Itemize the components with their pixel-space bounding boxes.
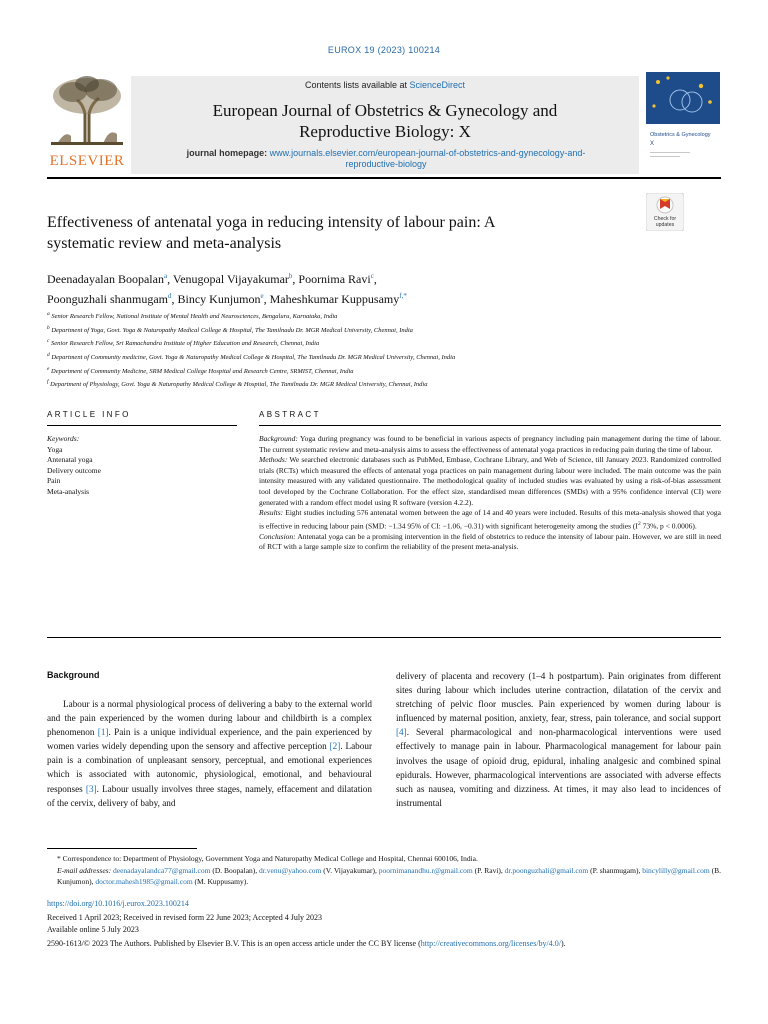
- journal-title-line2: Reproductive Biology: X: [299, 122, 471, 141]
- affiliation-text: Department of Community medicine, Govt. Yoga & Naturopathy Medical College & Hospital, The Tamilnadu Dr. MGR Medical University, Chennai, India: [49, 354, 456, 362]
- author-affiliation-mark[interactable]: d: [167, 292, 172, 300]
- check-for-updates-badge[interactable]: [646, 193, 684, 231]
- body-column-right: [396, 669, 721, 810]
- keyword-item: Pain: [47, 476, 61, 485]
- abstract-rule: [259, 425, 721, 426]
- abstract-conclusion: [259, 532, 721, 553]
- abstract-results-tail: 73%, p < 0.0006).: [640, 521, 697, 531]
- email-owner: (M. Kuppusamy).: [192, 877, 249, 886]
- journal-title: [131, 100, 639, 142]
- contents-line: [131, 80, 639, 90]
- keywords-label: Keywords:: [47, 434, 80, 443]
- affiliations: [47, 309, 727, 391]
- affiliation-item: [47, 323, 727, 337]
- citation-link[interactable]: [3]: [85, 783, 97, 794]
- author-affiliation-mark[interactable]: a: [163, 272, 168, 280]
- affiliation-text: Department of Yoga, Govt. Yoga & Naturopathy Medical College & Hospital, The Tamilnadu Dr. MGR Medical University, Chennai, India: [49, 326, 413, 334]
- abstract-results: [259, 508, 721, 532]
- journal-cover[interactable]: [646, 72, 720, 170]
- homepage-link-cont[interactable]: reproductive-biology: [345, 159, 427, 169]
- sciencedirect-link[interactable]: ScienceDirect: [409, 80, 466, 90]
- keyword-item: Meta-analysis: [47, 486, 90, 496]
- keywords-list: [47, 445, 227, 498]
- affiliation-item: [47, 336, 727, 350]
- authors-line2: [47, 288, 647, 308]
- correspondence-footnote: [47, 853, 721, 888]
- email-link[interactable]: deenadayalandca77@gmail.com: [112, 865, 211, 875]
- check-updates-line1: Check for: [653, 216, 677, 222]
- email-owner: (P. Ravi),: [472, 865, 505, 875]
- abstract-background: [259, 434, 721, 455]
- email-addresses: [47, 865, 721, 888]
- author-name[interactable]: Bincy Kunjumon: [177, 292, 261, 306]
- footnote-rule: [47, 848, 197, 849]
- license-link[interactable]: http://creativecommons.org/licenses/by/4.0/: [420, 939, 562, 948]
- affiliation-text: Department of Community Medicine, SRM Medical College Hospital and Research Centre, SRMIST, Chennai, India: [49, 367, 354, 375]
- elsevier-logo[interactable]: [47, 74, 127, 170]
- citation-link[interactable]: [4]: [396, 727, 407, 738]
- article-info-rule: [47, 425, 237, 426]
- journal-title-line1: European Journal of Obstetrics & Gynecology and: [212, 101, 558, 120]
- abstract-background-label: Background:: [259, 434, 298, 443]
- body-column-left: [47, 697, 372, 810]
- abstract-methods-body: We searched electronic databases such as PubMed, Embase, Cochrane Library, and Web of Science, till January 2023. Randomized controlled trials (RCTs) which measured the effects of antenatal yoga practices on pain management during labour were included. The main outcome was the pain intensity measured with any validated questionnaire. The methodological quality of included studies was evaluated by using a risk-of-bias assessment tool developed by the Cochrane Collaboration. For the effect size, standardised mean differences (SMDs) with a 95% confidence interval (CI) were generated with a random effect model using R software (version 4.2.2).: [259, 455, 721, 507]
- affiliation-mark: d: [47, 351, 50, 358]
- affiliation-item: [47, 377, 727, 391]
- running-head[interactable]: EUROX 19 (2023) 100214: [327, 45, 441, 55]
- affiliation-mark: c: [47, 338, 50, 345]
- doi-link[interactable]: https://doi.org/10.1016/j.eurox.2023.100214: [47, 899, 189, 908]
- body-text: . Labour pain is a combination of unpleasant sensory, perceptual, and emotional experiences which is associated with autonomic, physiological, emotional, and behavioural responses: [47, 741, 373, 794]
- email-link[interactable]: bincylilly@gmail.com: [642, 865, 710, 875]
- affiliation-mark: b: [47, 324, 50, 331]
- affiliation-mark: f: [47, 379, 49, 386]
- received-dates: Received 1 April 2023; Received in revised form 22 June 2023; Accepted 4 July 2023: [47, 913, 323, 922]
- keywords-block: [47, 434, 227, 497]
- journal-homepage: [141, 148, 631, 170]
- body-text: . Labour usually involves three stages, namely, effacement and dilatation of the cervix, delivery of baby, and: [47, 783, 372, 808]
- header-rule: [47, 177, 721, 179]
- author-separator: ,: [292, 272, 299, 286]
- affiliation-item: [47, 364, 727, 378]
- article-title: [47, 212, 627, 254]
- license-text: 2590-1613/© 2023 The Authors. Published by Elsevier B.V. This is an open access article under the CC BY license (: [47, 939, 421, 948]
- abstract-results-body: Eight studies including 576 antenatal women between the age of 14 and 40 years were included. Results of this meta-analysis showed that yoga is effective in reducing labour pain (SMD: −1.34 95% of CI: −1.06, −0.31) with significant heterogeneity among the studies (I: [259, 508, 721, 531]
- body-text: delivery of placenta and recovery (1–4 h postpartum). Pain originates from different sites during labour which includes uterine contraction, dilatation of the cervix and stretching of pelvic floor muscles. Pain experienced by women during labour is influenced by maternal position, anxiety, fear, stress, pain tolerance, and social support: [396, 671, 721, 724]
- email-owner: (P. shanmugam),: [588, 865, 643, 875]
- author-list: [47, 268, 647, 308]
- authors-line1: [47, 268, 647, 288]
- background-heading: Background: [47, 670, 100, 680]
- author-name[interactable]: Maheshkumar Kuppusamy: [269, 292, 400, 306]
- email-link[interactable]: dr.venu@yahoo.com: [259, 865, 322, 875]
- abstract-text: [259, 434, 721, 553]
- email-label: E-mail addresses:: [57, 865, 113, 875]
- author-name[interactable]: Venugopal Vijayakumar: [172, 272, 289, 286]
- homepage-label: journal homepage:: [186, 148, 270, 158]
- available-online: Available online 5 July 2023: [47, 924, 139, 934]
- affiliation-item: [47, 309, 727, 323]
- affiliation-text: Senior Research Fellow, Sri Ramachandra Institute of Higher Education and Research, Chennai, India: [49, 340, 320, 348]
- affiliation-item: [47, 350, 727, 364]
- abstract-results-sup: 2: [637, 520, 641, 527]
- author-separator: ,: [171, 292, 178, 306]
- abstract-background-body: Yoga during pregnancy was found to be beneficial in various aspects of pregnancy including pain management during the time of labour. The current systematic review and meta-analysis aims to assess the effectiveness of antenatal yoga practices in reducing pain during the time of labour.: [259, 434, 721, 454]
- cover-title: Obstetrics & Gynecology: [650, 132, 711, 138]
- check-updates-line2: updates: [655, 222, 675, 228]
- author-name[interactable]: Poonguzhali shanmugam: [47, 292, 168, 306]
- abstract-methods-label: Methods:: [259, 455, 288, 465]
- abstract-conclusion-label: Conclusion:: [259, 531, 296, 541]
- article-title-line1: Effectiveness of antenatal yoga in reducing intensity of labour pain: A: [47, 214, 496, 231]
- body-text: . Several pharmacological and non-pharmacological interventions were used effectively to manage pain in labour. Pharmacological management for labour pain involves the usage of opioid drug, epidural, inhaling analgesic and combined spinal epidurals. However, pharmacological interventions are associated with adverse effects such as nausea, vomiting and dizziness. At times, it may also lead to incidences of instrumental: [396, 727, 721, 808]
- author-affiliation-mark[interactable]: e: [260, 292, 264, 300]
- license-line: [47, 938, 721, 950]
- body-text: . Pain is a unique individual experience, and the pain experienced by women varies widely depending upon the sensory and affective perception: [47, 727, 372, 752]
- author-affiliation-mark[interactable]: f,*: [399, 292, 407, 300]
- author-name[interactable]: Poornima Ravi: [298, 272, 371, 286]
- elsevier-tree-icon: [47, 74, 127, 146]
- article-info-heading: ARTICLE INFO: [47, 410, 131, 419]
- email-link[interactable]: poornimanandhu.r@gmail.com: [378, 865, 473, 875]
- email-owner: (B. Kunjumon),: [57, 865, 722, 886]
- abstract-conclusion-body: Antenatal yoga can be a promising intervention in the field of obstetrics to reduce the intensity of labour pain. However, we are still in need of RCT with a large sample size to confirm the reliability of the present meta-analysis.: [259, 531, 721, 552]
- email-link[interactable]: dr.poonguzhali@gmail.com: [504, 865, 589, 875]
- author-separator: ,: [167, 272, 173, 286]
- author-separator: ,: [263, 292, 270, 306]
- author-separator: ,: [373, 272, 377, 286]
- check-updates-icon: [646, 193, 684, 231]
- abstract-end-rule: [47, 637, 721, 638]
- article-title-line2: systematic review and meta-analysis: [47, 235, 282, 252]
- abstract-methods: [259, 455, 721, 508]
- author-affiliation-mark[interactable]: c: [370, 272, 374, 280]
- license-suffix: ).: [561, 939, 566, 948]
- citation-link[interactable]: [1]: [97, 727, 109, 738]
- cover-subtitle: X: [650, 141, 655, 147]
- publisher-name: ELSEVIER: [49, 153, 125, 169]
- email-owner: (D. Boopalan),: [210, 865, 260, 875]
- journal-cover-image-icon: [646, 72, 720, 170]
- author-name[interactable]: Deenadayalan Boopalan: [47, 272, 164, 286]
- correspondence-line: * Correspondence to: Department of Physiology, Government Yoga and Naturopathy Medical College and Hospital, Chennai 600106, India.: [57, 854, 478, 863]
- affiliation-mark: e: [47, 365, 50, 372]
- abstract-heading: ABSTRACT: [259, 410, 321, 419]
- citation-link[interactable]: [2]: [329, 741, 341, 752]
- author-affiliation-mark[interactable]: b: [288, 272, 293, 280]
- keyword-item: Antenatal yoga: [47, 455, 93, 464]
- affiliation-text: Department of Physiology, Govt. Yoga & Naturopathy Medical College & Hospital, The Tamilnadu Dr. MGR Medical University, Chennai, India: [48, 381, 428, 389]
- abstract-results-label: Results:: [259, 508, 284, 518]
- affiliation-mark: a: [47, 311, 50, 317]
- email-link[interactable]: doctor.mahesh1985@gmail.com: [95, 877, 193, 886]
- keyword-item: Delivery outcome: [47, 465, 101, 475]
- email-owner: (V. Vijayakumar),: [321, 865, 379, 875]
- article-dates: [47, 912, 322, 935]
- affiliation-text: Senior Research Fellow, National Institute of Mental Health and Neurosciences, Bengaluru, Karnataka, India: [49, 313, 338, 321]
- contents-prefix: Contents lists available at: [304, 80, 410, 90]
- body-text: Labour is a normal physiological process of delivering a baby to the external world and the pain experienced by the women during labour and childbirth is a complex phenomenon: [47, 699, 372, 738]
- homepage-link[interactable]: www.journals.elsevier.com/european-journal-of-obstetrics-and-gynecology-and-: [269, 148, 586, 158]
- keyword-item: Yoga: [47, 444, 63, 454]
